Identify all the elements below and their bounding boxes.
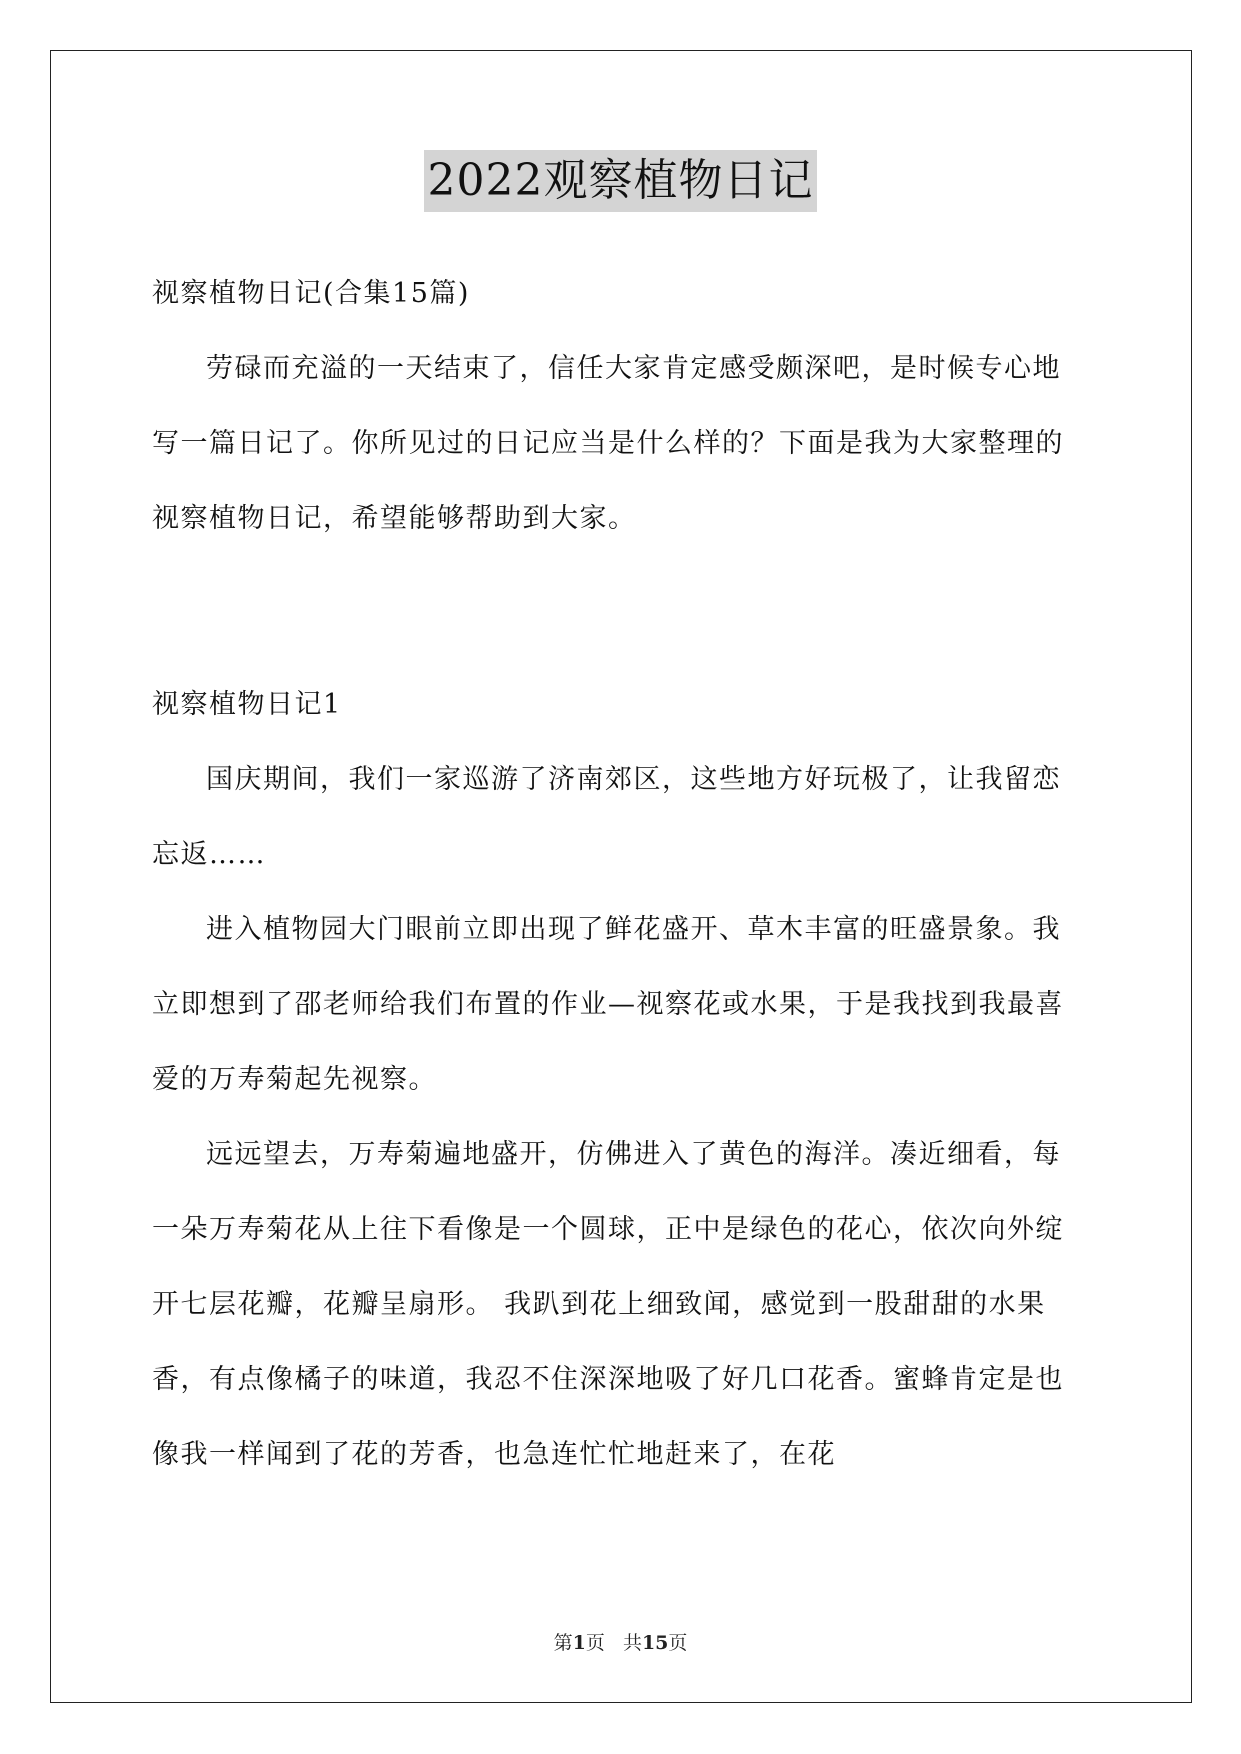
document-title: 2022观察植物日记 [424,150,818,212]
footer-suffix: 页 [668,1632,688,1654]
body-paragraph: 国庆期间，我们一家巡游了济南郊区，这些地方好玩极了，让我留恋忘返…… [152,764,1061,870]
footer-prefix: 第 [553,1632,573,1654]
subtitle: 视察植物日记(合集15篇) [152,278,470,309]
intro-paragraph: 劳碌而充溢的一天结束了，信任大家肯定感受颇深吧，是时候专心地写一篇日记了。你所见过的日记应当是什么样的？下面是我为大家整理的视察植物日记，希望能够帮助到大家。 [152,353,1064,534]
section-spacer [152,556,1087,667]
body-paragraph: 远远望去，万寿菊遍地盛开，仿佛进入了黄色的海洋。凑近细看，每一朵万寿菊花从上往下看像是一个圆球，正中是绿色的花心，依次向外绽开七层花瓣，花瓣呈扇形。 我趴到花上细致闻，感觉到一股甜甜的水果香，有点像橘子的味道，我忍不住深深地吸了好几口花香。蜜蜂肯定是也像我一样闻到了花的芳香，也急连忙忙地赶来了，在花 [152,1139,1064,1470]
body-paragraph: 进入植物园大门眼前立即出现了鲜花盛开、草木丰富的旺盛景象。我立即想到了邵老师给我们布置的作业—视察花或水果，于是我找到我最喜爱的万寿菊起先视察。 [152,914,1064,1095]
page-footer [0,1628,1241,1655]
title-container [0,150,1241,212]
section-heading: 视察植物日记1 [152,689,342,720]
current-page-number: 1 [572,1632,586,1654]
document-body [152,256,1087,1492]
total-pages-number: 15 [641,1632,669,1654]
footer-mid: 页 共 [585,1632,642,1654]
